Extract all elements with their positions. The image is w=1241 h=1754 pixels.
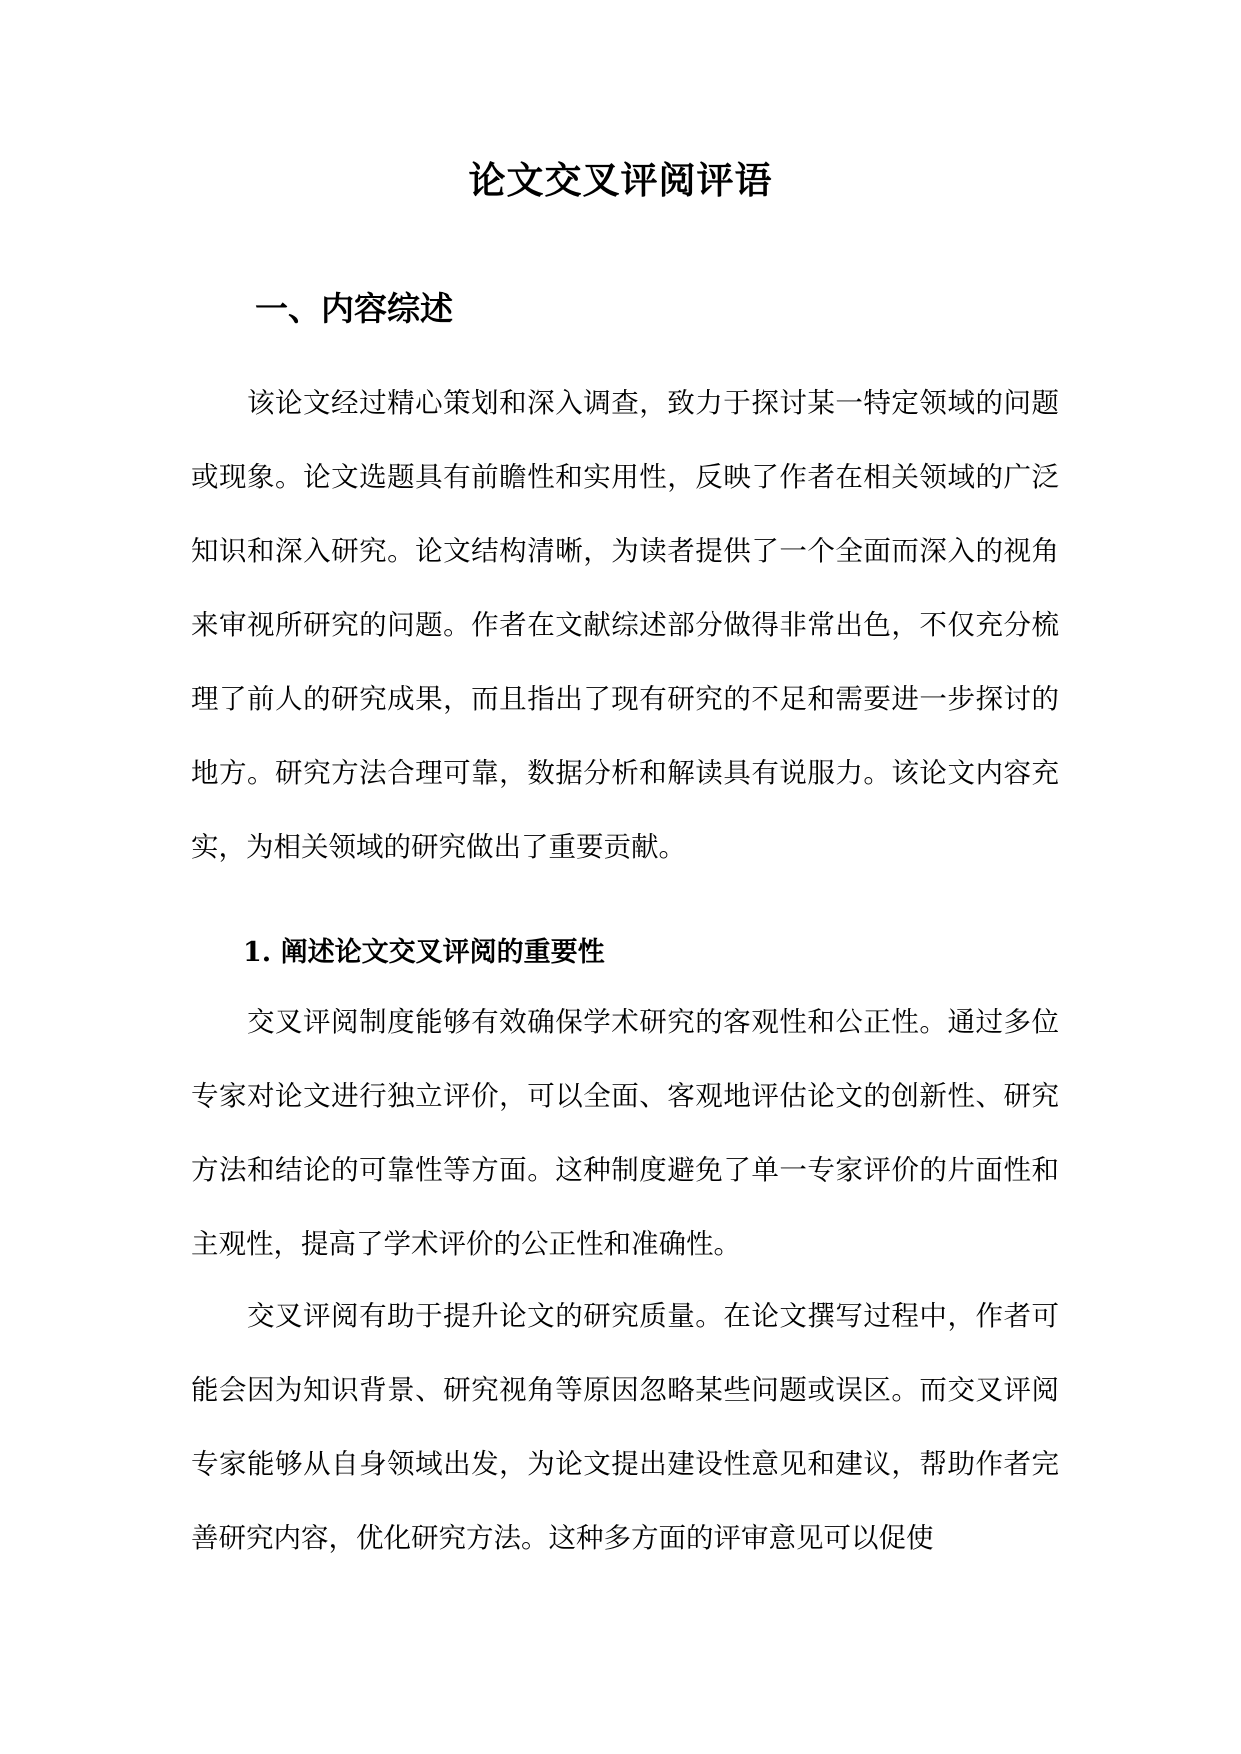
paragraph-importance-1: 交叉评阅制度能够有效确保学术研究的客观性和公正性。通过多位专家对论文进行独立评价，可以全面、客观地评估论文的创新性、研究方法和结论的可靠性等方面。这种制度避免了单一专家评价的片面性和主观性，提高了学术评价的公正性和准确性。 bbox=[191, 1006, 1059, 1260]
subsection-heading-importance: 1. 阐述论文交叉评阅的重要性 bbox=[243, 937, 605, 968]
document-title: 论文交叉评阅评语 bbox=[468, 158, 773, 202]
section-heading-content-summary: 一、内容综述 bbox=[255, 289, 453, 328]
paragraph-importance-2: 交叉评阅有助于提升论文的研究质量。在论文撰写过程中，作者可能会因为知识背景、研究视角等原因忽略某些问题或误区。而交叉评阅专家能够从自身领域出发，为论文提出建设性意见和建议，帮助作者完善研究内容，优化研究方法。这种多方面的评审意见可以促使 bbox=[191, 1300, 1059, 1554]
paragraph-content-summary: 该论文经过精心策划和深入调查，致力于探讨某一特定领域的问题或现象。论文选题具有前瞻性和实用性，反映了作者在相关领域的广泛知识和深入研究。论文结构清晰，为读者提供了一个全面而深入的视角来审视所研究的问题。作者在文献综述部分做得非常出色，不仅充分梳理了前人的研究成果，而且指出了现有研究的不足和需要进一步探讨的地方。研究方法合理可靠，数据分析和解读具有说服力。该论文内容充实，为相关领域的研究做出了重要贡献。 bbox=[191, 387, 1059, 863]
